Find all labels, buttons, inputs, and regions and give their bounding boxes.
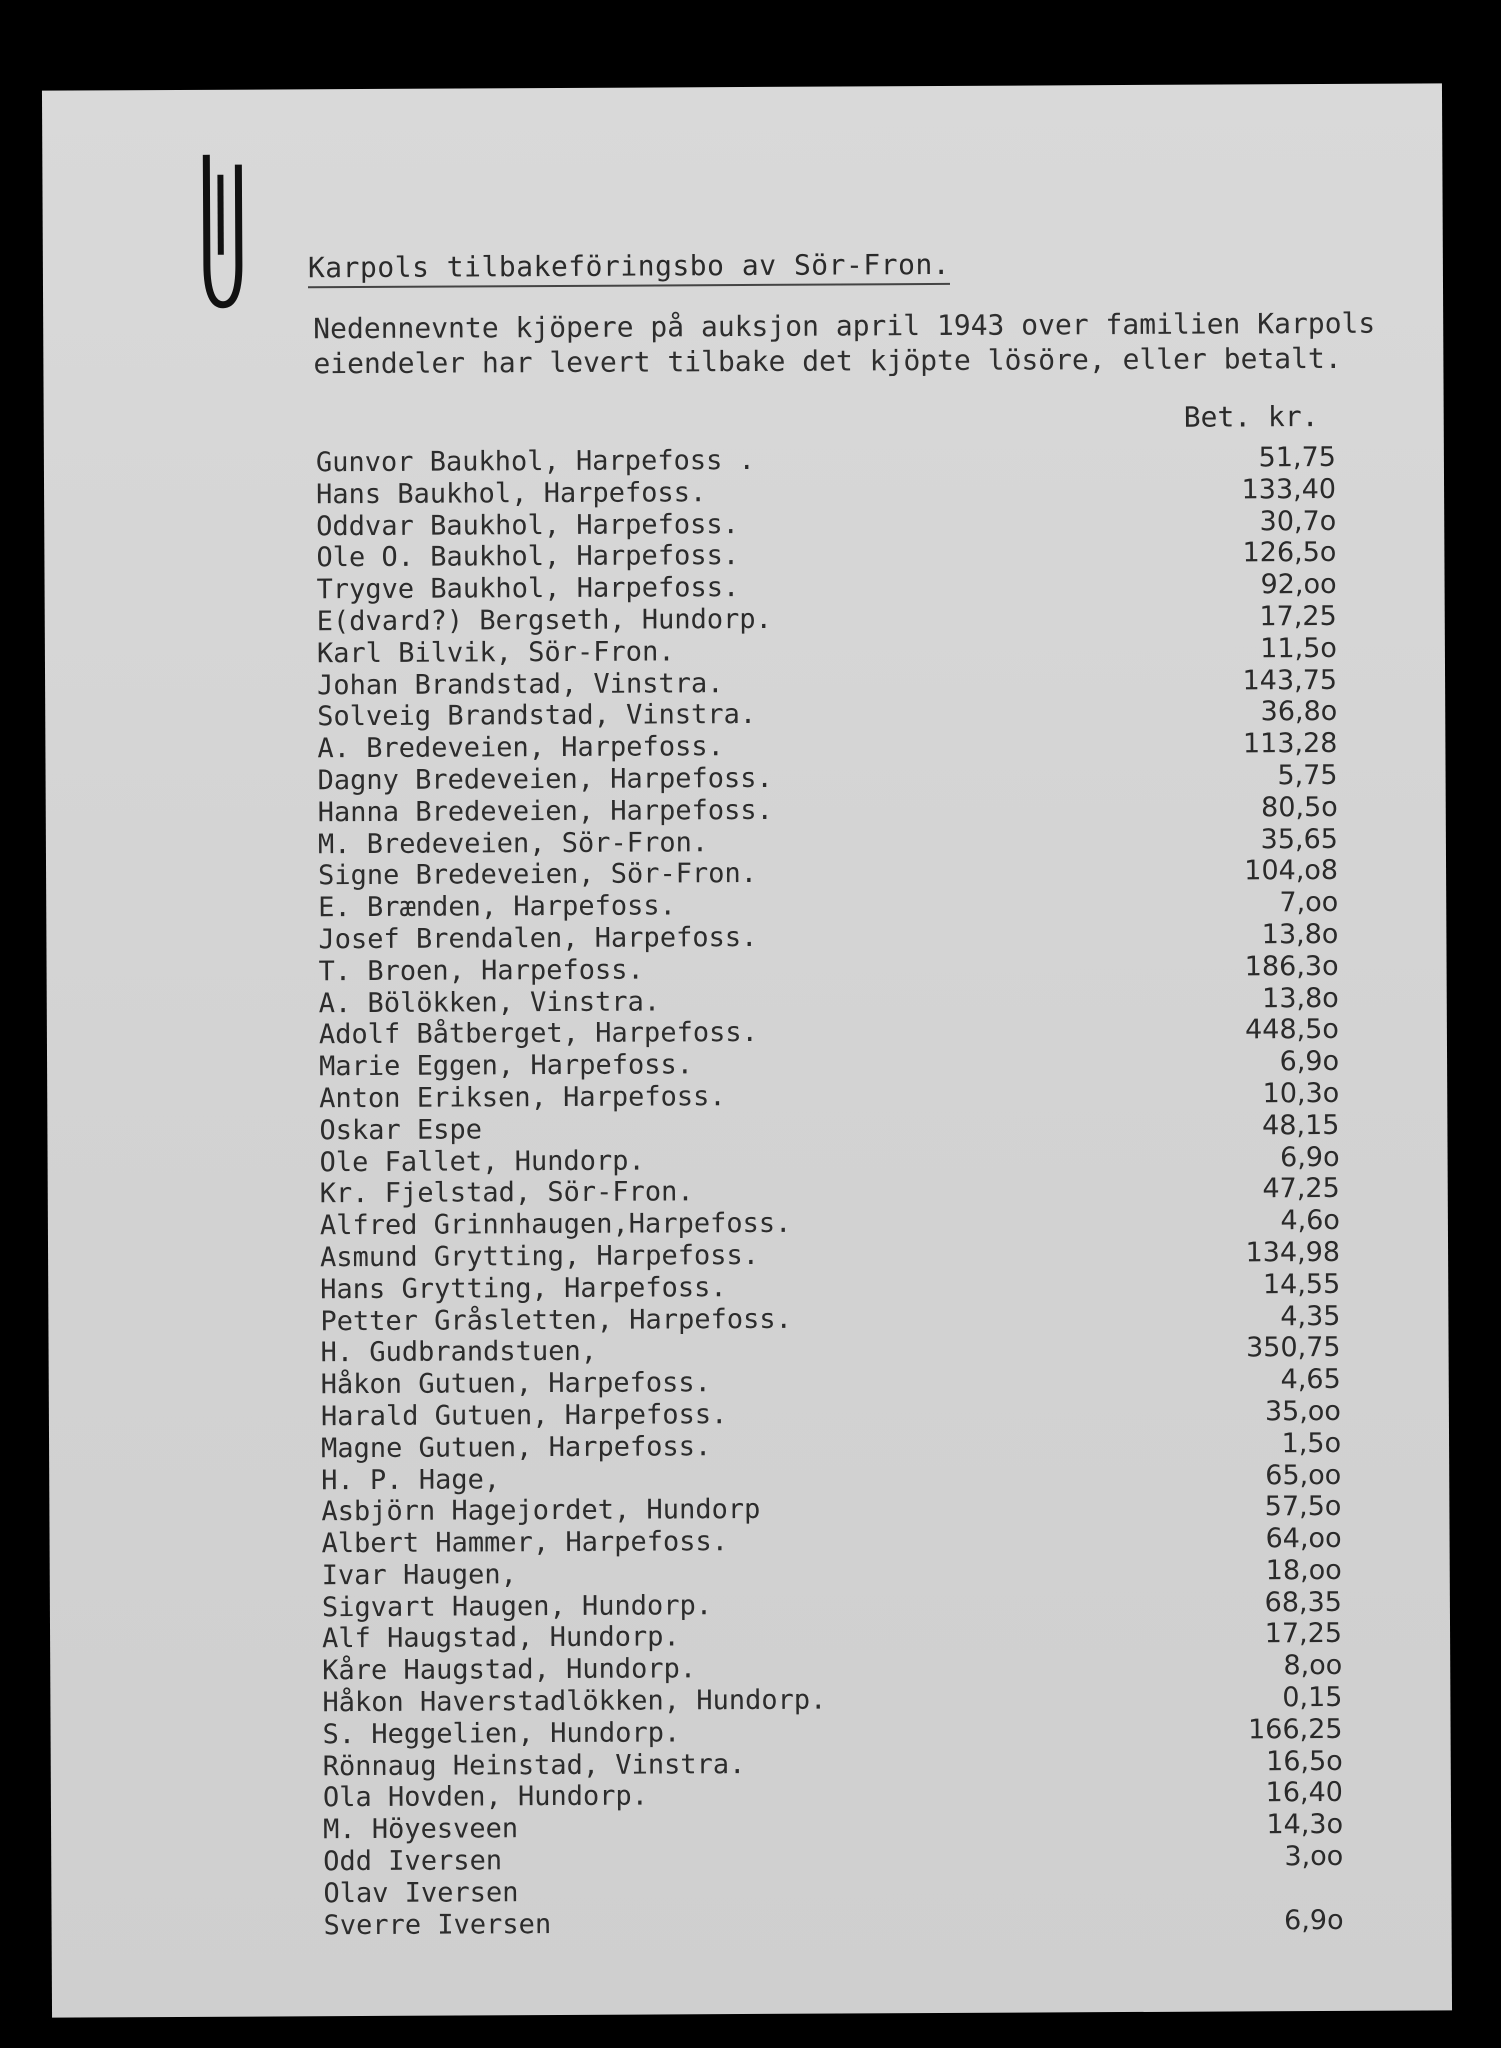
buyer-row	[316, 474, 1336, 511]
paid-amount: 134,98	[1245, 1236, 1341, 1269]
intro-line-1: Nedennevnte kjöpere på auksjon april 1943 over familien Karpols	[313, 306, 1376, 346]
paid-amount: 8,oo	[1283, 1650, 1343, 1682]
buyer-name: T. Broen, Harpefoss.	[318, 954, 644, 987]
buyer-name: S. Heggelien, Hundorp.	[322, 1717, 681, 1751]
buyer-row	[320, 1237, 1340, 1274]
paid-amount: 14,3o	[1266, 1809, 1344, 1841]
buyer-name: Alf Haugstad, Hundorp.	[321, 1621, 680, 1655]
buyer-row	[321, 1523, 1341, 1560]
intro-paragraph	[313, 306, 1375, 382]
buyer-row	[317, 633, 1337, 670]
buyer-name: Anton Eriksen, Harpefoss.	[319, 1081, 726, 1115]
buyer-row	[320, 1300, 1340, 1337]
buyer-name: Signe Bredeveien, Sör-Fron.	[317, 858, 758, 892]
paid-amount: 6,9o	[1279, 1046, 1340, 1078]
paid-amount: 18,oo	[1265, 1554, 1342, 1587]
buyer-row	[322, 1587, 1342, 1624]
buyer-name: Dagny Bredeveien, Harpefoss.	[317, 762, 773, 797]
buyer-row	[318, 951, 1338, 988]
buyer-row	[320, 1269, 1340, 1306]
paid-amount: 4,65	[1280, 1364, 1341, 1396]
buyer-row	[320, 1205, 1340, 1242]
buyer-row	[321, 1491, 1341, 1528]
buyer-row	[323, 1746, 1343, 1783]
buyer-name: Gunvor Baukhol, Harpefoss .	[315, 444, 755, 479]
document-title: Karpols tilbakeföringsbo av Sör-Fron.	[308, 248, 950, 288]
buyer-row	[317, 569, 1337, 606]
buyer-row	[323, 1905, 1343, 1942]
paid-amount: 7,oo	[1279, 887, 1339, 919]
paid-amount: 17,25	[1264, 1618, 1343, 1650]
buyer-name: Hans Grytting, Harpefoss.	[320, 1271, 727, 1305]
buyer-name: Trygve Baukhol, Harpefoss.	[316, 572, 740, 606]
paid-amount: 48,15	[1262, 1109, 1340, 1142]
buyer-name: Ole O. Baukhol, Harpefoss.	[316, 540, 740, 574]
buyer-name: Alfred Grinnhaugen,Harpefoss.	[319, 1207, 792, 1242]
buyer-row	[322, 1682, 1342, 1719]
paid-amount: 17,25	[1259, 600, 1337, 633]
buyer-name: Petter Gråsletten, Harpefoss.	[320, 1303, 792, 1337]
buyer-row	[319, 1078, 1339, 1115]
buyer-name: Hans Baukhol, Harpefoss.	[316, 477, 707, 511]
buyer-name: Johan Brandstad, Vinstra.	[317, 667, 724, 701]
buyer-name: Håkon Haverstadlökken, Hundorp.	[322, 1684, 827, 1719]
buyer-name: Karl Bilvik, Sör-Fron.	[316, 636, 675, 670]
buyer-name: Kr. Fjelstad, Sör-Fron.	[319, 1176, 694, 1210]
buyer-row	[319, 982, 1339, 1019]
buyer-name: Sigvart Haugen, Hundorp.	[321, 1589, 713, 1623]
paid-amount: 13,8o	[1262, 982, 1339, 1014]
buyer-row	[319, 1046, 1339, 1083]
buyer-name: Harald Gutuen, Harpefoss.	[320, 1399, 728, 1433]
paid-amount: 166,25	[1247, 1713, 1343, 1746]
paid-amount: 64,oo	[1265, 1522, 1342, 1555]
buyer-row	[322, 1618, 1342, 1655]
buyer-name: Albert Hammer, Harpefoss.	[321, 1526, 729, 1560]
buyer-name: Odd Iversen	[323, 1845, 503, 1878]
buyer-row	[316, 537, 1336, 574]
buyer-name: M. Bredeveien, Sör-Fron.	[317, 826, 709, 860]
paid-amount: 65,oo	[1265, 1459, 1342, 1491]
paid-amount: 1,5o	[1281, 1427, 1342, 1459]
paid-amount: 6,9o	[1284, 1904, 1344, 1936]
paid-amount: 47,25	[1262, 1173, 1340, 1205]
paid-amount: 51,75	[1258, 441, 1336, 474]
buyer-name: E(dvard?) Bergseth, Hundorp.	[316, 603, 772, 638]
buyer-row	[318, 887, 1338, 924]
buyer-list	[316, 442, 1344, 1942]
buyer-row	[317, 664, 1337, 701]
buyer-name: Kåre Haugstad, Hundorp.	[322, 1653, 697, 1687]
buyer-name: Magne Gutuen, Harpefoss.	[320, 1430, 712, 1464]
paper-clip-icon	[192, 145, 253, 315]
paid-amount	[1233, 1897, 1343, 1898]
paid-amount: 10,3o	[1262, 1077, 1340, 1110]
buyer-name: Asmund Grytting, Harpefoss.	[319, 1239, 760, 1274]
paid-amount: 104,o8	[1244, 855, 1339, 887]
buyer-row	[321, 1396, 1341, 1433]
paid-amount: 5,75	[1277, 759, 1338, 792]
paid-amount: 126,5o	[1242, 537, 1337, 569]
paid-amount: 133,40	[1241, 473, 1337, 506]
buyer-name: A. Bredeveien, Harpefoss.	[317, 731, 724, 765]
paid-amount: 68,35	[1264, 1586, 1342, 1618]
buyer-row	[321, 1428, 1341, 1465]
buyer-row	[316, 506, 1336, 543]
paid-amount: 350,75	[1246, 1332, 1341, 1364]
paid-amount: 16,5o	[1266, 1745, 1343, 1777]
buyer-name: Ola Hovden, Hundorp.	[322, 1780, 649, 1814]
buyer-row	[322, 1650, 1342, 1687]
buyer-name: Josef Brendalen, Harpefoss.	[318, 921, 758, 956]
buyer-name: M. Höyesveen	[322, 1813, 519, 1846]
paid-amount: 80,5o	[1261, 791, 1338, 824]
paid-amount: 36,8o	[1260, 696, 1338, 728]
buyer-name: Oskar Espe	[319, 1114, 483, 1146]
amount-column-header: Bet. kr.	[1183, 399, 1319, 434]
buyer-name: E. Brænden, Harpefoss.	[318, 890, 676, 924]
buyer-row	[318, 792, 1338, 829]
buyer-name: Rönnaug Heinstad, Vinstra.	[322, 1748, 746, 1782]
buyer-row	[318, 760, 1338, 797]
buyer-name: A. Bölökken, Vinstra.	[318, 986, 661, 1019]
paid-amount: 4,6o	[1280, 1205, 1340, 1237]
paid-amount: 11,5o	[1260, 632, 1337, 665]
document-sheet	[42, 83, 1452, 2017]
buyer-row	[320, 1332, 1340, 1369]
buyer-name: H. P. Hage,	[321, 1463, 501, 1496]
buyer-row	[317, 728, 1337, 765]
buyer-name: Håkon Gutuen, Harpefoss.	[320, 1367, 711, 1401]
paid-amount: 30,7o	[1259, 505, 1337, 537]
buyer-row	[319, 1110, 1339, 1147]
buyer-row	[317, 601, 1337, 638]
buyer-row	[322, 1555, 1342, 1592]
buyer-name: Oddvar Baukhol, Harpefoss.	[316, 508, 739, 542]
paid-amount: 35,65	[1260, 823, 1338, 855]
paid-amount: 14,55	[1262, 1268, 1341, 1301]
buyer-row	[316, 442, 1336, 479]
paid-amount: 3,oo	[1284, 1840, 1344, 1873]
paid-amount: 6,9o	[1280, 1141, 1340, 1173]
buyer-name: Solveig Brandstad, Vinstra.	[317, 699, 757, 733]
buyer-name: Sverre Iversen	[323, 1908, 552, 1941]
paid-amount: 13,8o	[1261, 918, 1339, 951]
buyer-row	[323, 1809, 1343, 1846]
buyer-row	[321, 1364, 1341, 1401]
paid-amount: 143,75	[1242, 664, 1338, 696]
paid-amount: 16,40	[1265, 1777, 1343, 1809]
buyer-name: Olav Iversen	[323, 1877, 519, 1910]
buyer-row	[318, 823, 1338, 860]
paid-amount: 35,oo	[1264, 1395, 1341, 1428]
buyer-name: Marie Eggen, Harpefoss.	[318, 1049, 694, 1083]
buyer-name: Ivar Haugen,	[321, 1559, 517, 1592]
paid-amount: 186,3o	[1244, 950, 1339, 983]
buyer-row	[323, 1873, 1343, 1910]
paid-amount: 448,5o	[1244, 1014, 1339, 1046]
buyer-name: Asbjörn Hagejordet, Hundorp	[321, 1494, 761, 1528]
buyer-name: Hanna Bredeveien, Harpefoss.	[317, 794, 773, 829]
buyer-row	[320, 1173, 1340, 1210]
buyer-row	[323, 1841, 1343, 1878]
buyer-row	[323, 1777, 1343, 1814]
paid-amount: 0,15	[1282, 1681, 1343, 1714]
buyer-row	[318, 855, 1338, 892]
buyer-row	[317, 696, 1337, 733]
buyer-row	[319, 1141, 1339, 1178]
buyer-row	[321, 1459, 1341, 1496]
buyer-name: H. Gudbrandstuen,	[320, 1336, 597, 1369]
buyer-name: Ole Fallet, Hundorp.	[319, 1145, 645, 1178]
buyer-row	[322, 1714, 1342, 1751]
buyer-row	[319, 1014, 1339, 1051]
paid-amount: 92,oo	[1260, 569, 1337, 601]
paid-amount: 57,5o	[1264, 1491, 1342, 1523]
intro-line-2: eiendeler har levert tilbake det kjöpte lösöre, eller betalt.	[313, 341, 1342, 381]
buyer-row	[318, 919, 1338, 956]
paid-amount: 113,28	[1242, 728, 1338, 760]
paid-amount: 4,35	[1280, 1300, 1341, 1332]
buyer-name: Adolf Båtberget, Harpefoss.	[318, 1017, 758, 1051]
